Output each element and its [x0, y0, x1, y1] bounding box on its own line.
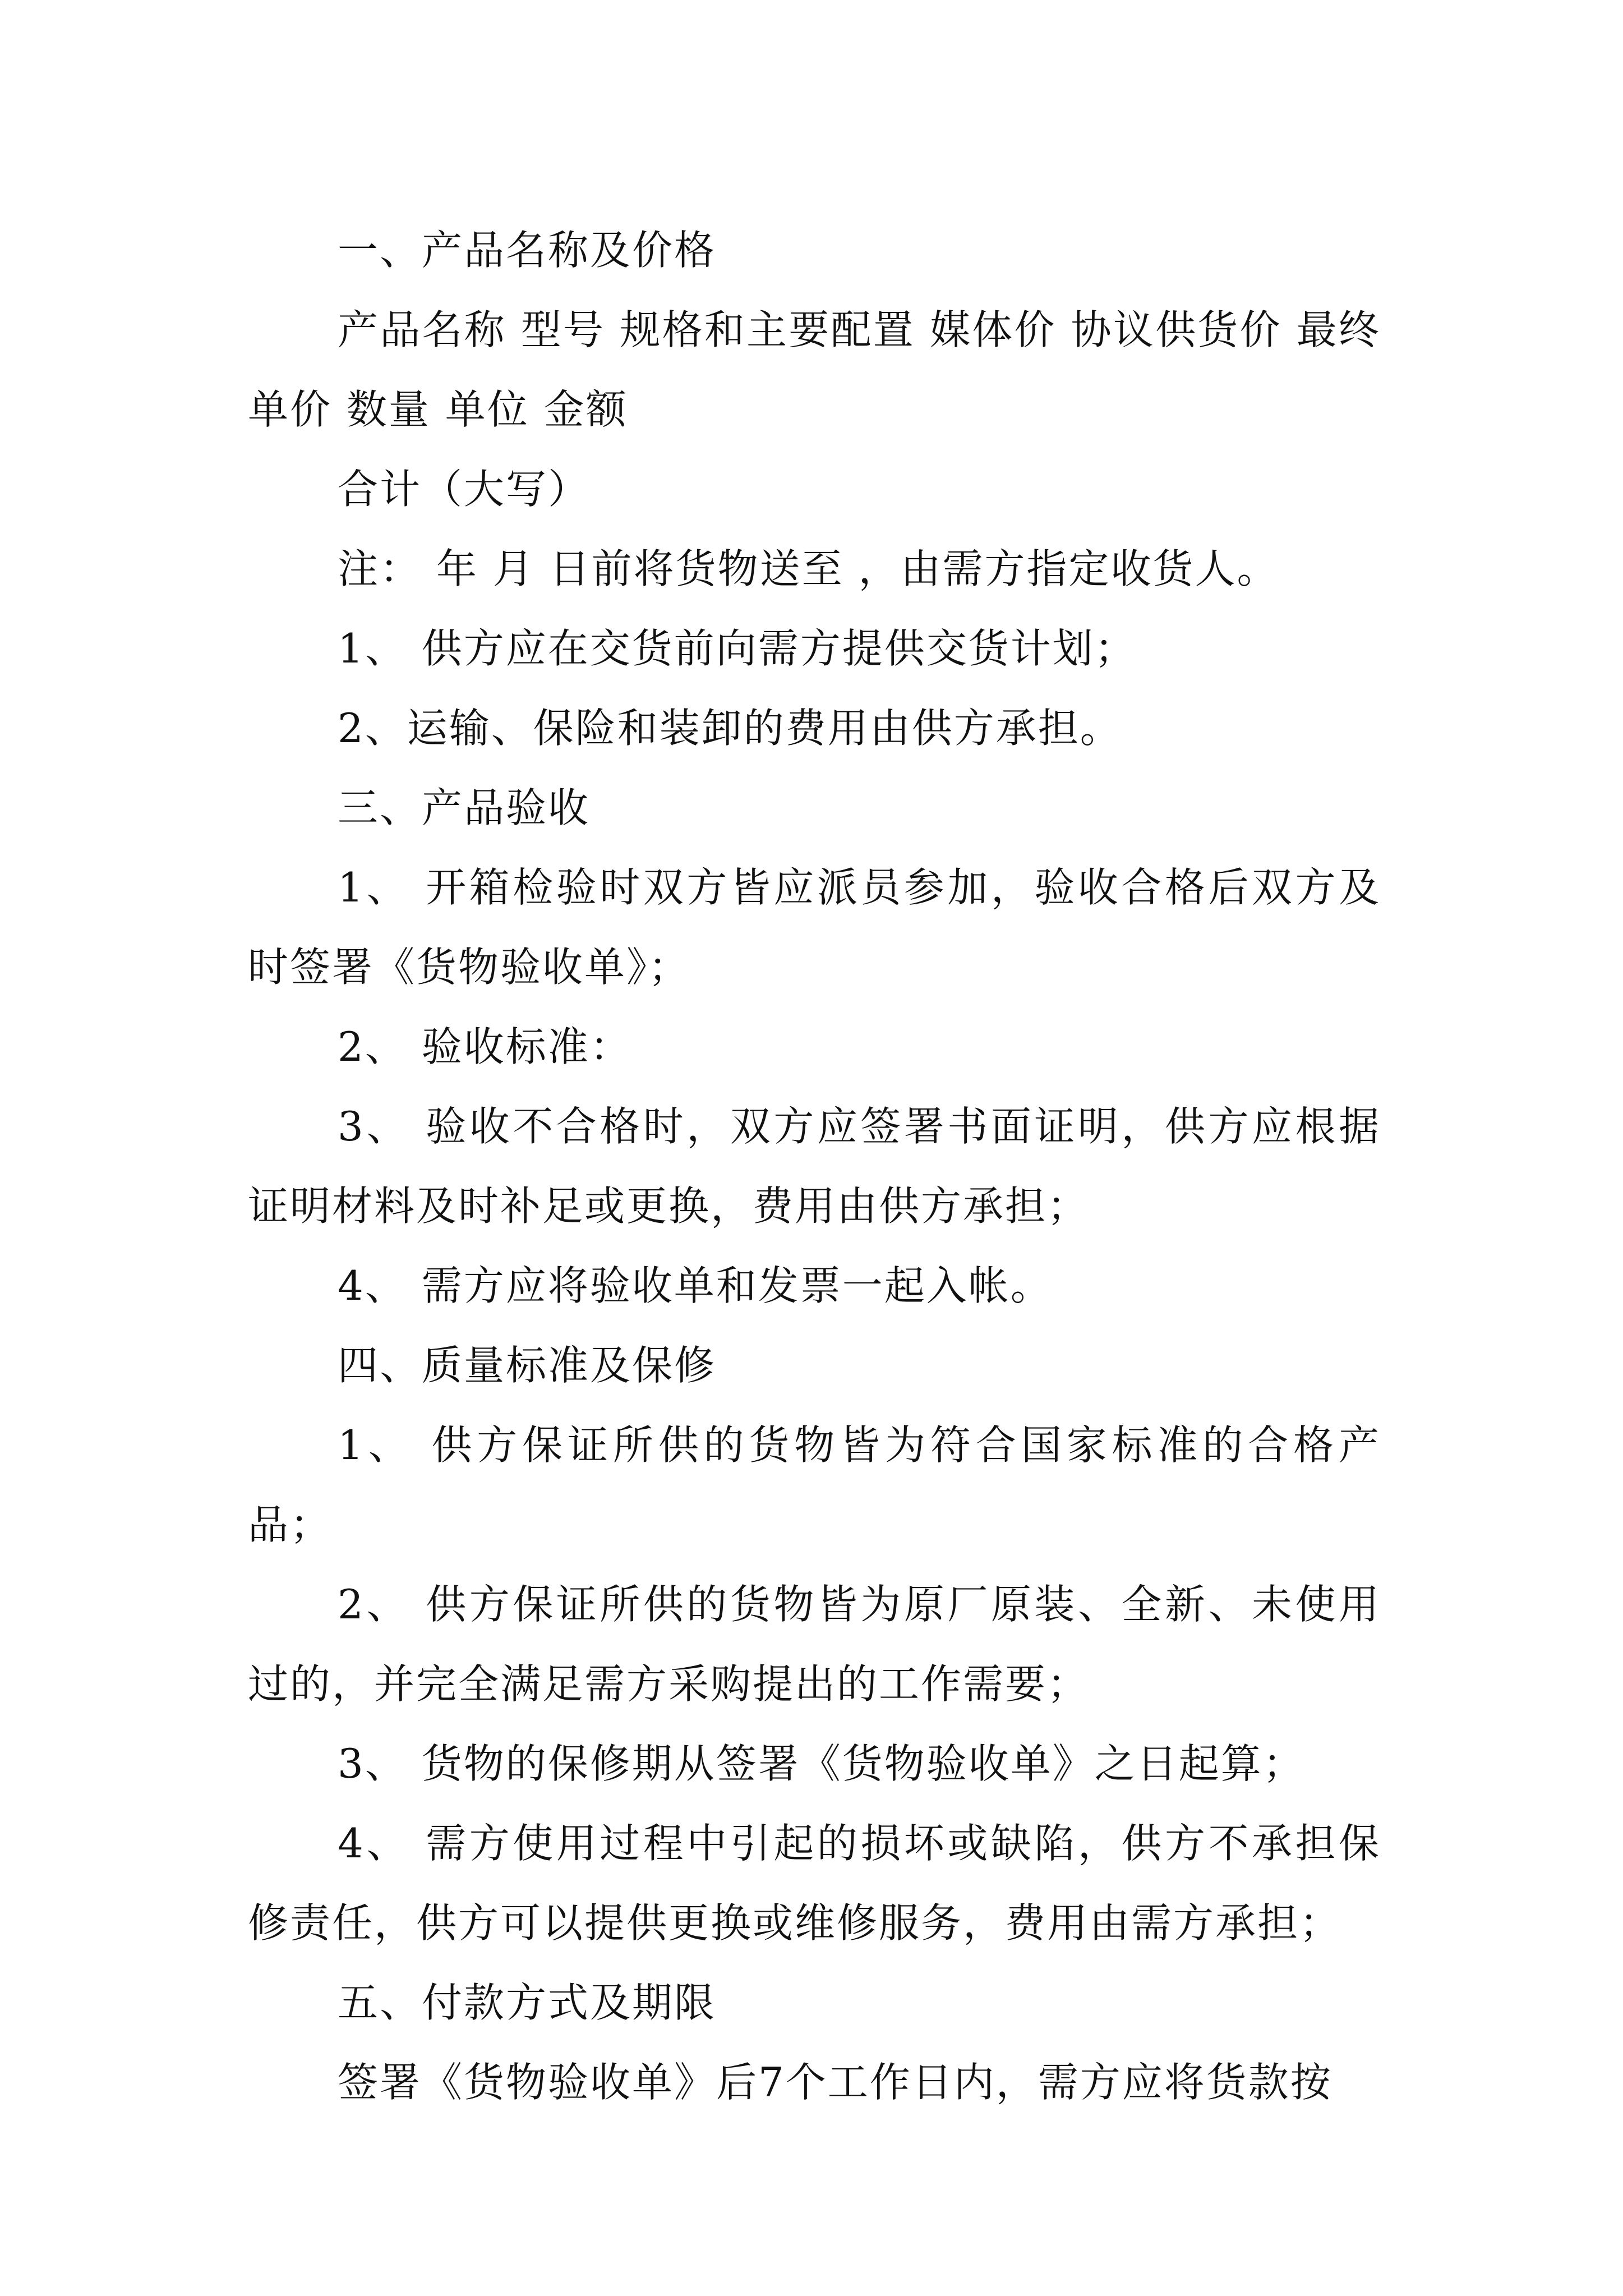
product-table-columns: 产品名称 型号 规格和主要配置 媒体价 协议供货价 最终单价 数量 单位 金额 — [248, 306, 1381, 433]
delivery-note: 注： 年 月 日前将货物送至 ，由需方指定收货人。 — [338, 545, 1279, 592]
quality-clause-2: 2、 供方保证所供的货物皆为原厂原装、全新、未使用过的，并完全满足需方采购提出的工作需要； — [248, 1581, 1381, 1708]
acceptance-clause-1: 1、 开箱检验时双方皆应派员参加，验收合格后双方及时签署《货物验收单》； — [248, 864, 1381, 991]
acceptance-clause-2: 2、 验收标准： — [338, 1023, 632, 1070]
quality-clause-1: 1、 供方保证所供的货物皆为符合国家标准的合格产品； — [248, 1421, 1381, 1548]
quality-clause-3: 3、 货物的保修期从签署《货物验收单》之日起算； — [338, 1740, 1305, 1787]
quality-clause-4: 4、 需方使用过程中引起的损坏或缺陷，供方不承担保修责任，供方可以提供更换或维修服务，费用由需方承担； — [248, 1820, 1381, 1947]
acceptance-clause-4: 4、 需方应将验收单和发票一起入帐。 — [338, 1262, 1053, 1309]
payment-clause: 签署《货物验收单》后7个工作日内，需方应将货款按 — [338, 2059, 1332, 2106]
section-heading-product-name-price: 一、产品名称及价格 — [338, 227, 717, 274]
delivery-clause-2: 2、运输、保险和装卸的费用由供方承担。 — [338, 705, 1122, 752]
section-heading-payment: 五、付款方式及期限 — [338, 1979, 717, 2026]
section-heading-acceptance: 三、产品验收 — [338, 784, 591, 831]
total-amount-line: 合计（大写） — [338, 466, 591, 513]
acceptance-clause-3: 3、 验收不合格时，双方应签署书面证明，供方应根据证明材料及时补足或更换，费用由供方承担； — [248, 1103, 1381, 1230]
delivery-clause-1: 1、 供方应在交货前向需方提供交货计划； — [338, 625, 1137, 672]
document-body — [248, 210, 1381, 2122]
section-heading-quality-warranty: 四、质量标准及保修 — [338, 1342, 717, 1389]
